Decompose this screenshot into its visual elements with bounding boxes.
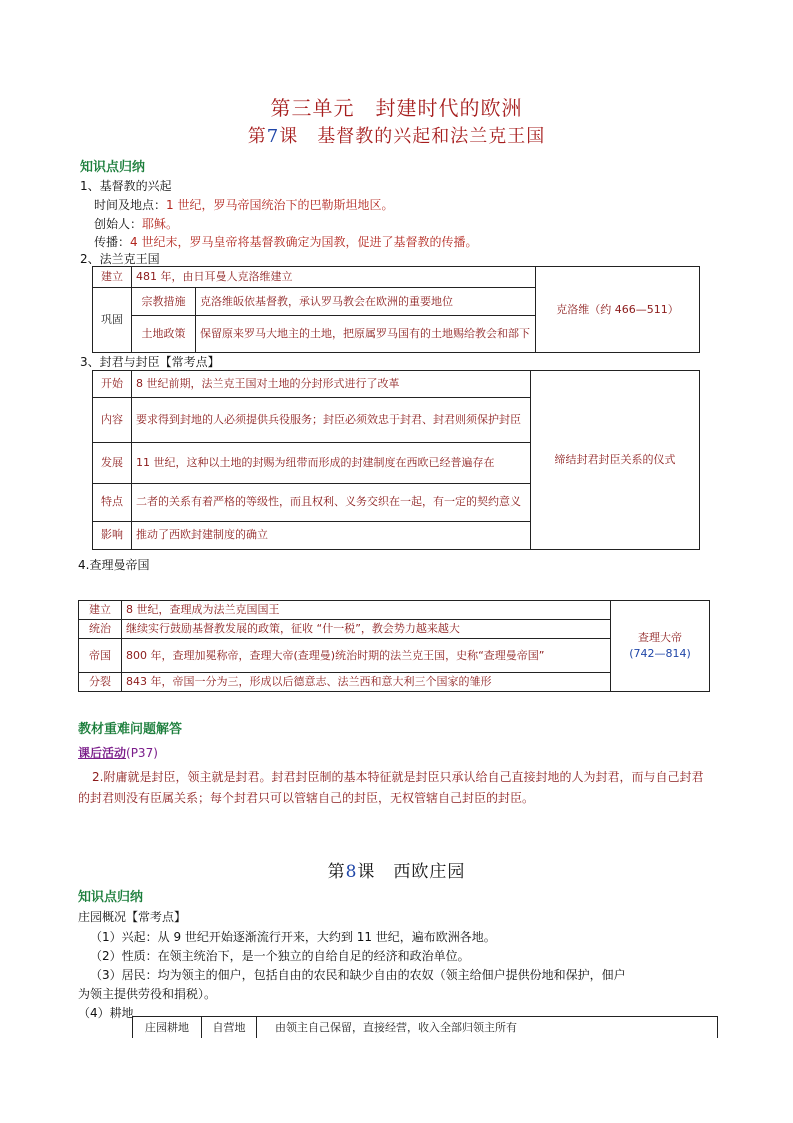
lesson-7-suffix: 课 基督教的兴起和法兰克王国 xyxy=(279,126,546,147)
ce-key-split: 分裂 xyxy=(79,673,122,692)
frankish-key-establish: 建立 xyxy=(93,267,132,288)
lv-value-features: 二者的关系有着严格的等级性，而且权利、义务交织在一起，有一定的契约意义 xyxy=(132,483,531,521)
ce-key-establish: 建立 xyxy=(79,601,122,620)
manor-heading: 庄园概况【常考点】 xyxy=(78,910,187,924)
farmland-c1: 庄园耕地 xyxy=(133,1017,202,1039)
frankish-sub-land: 土地政策 xyxy=(132,316,196,353)
lv-key-impact: 影响 xyxy=(93,521,132,549)
s1-time xyxy=(94,196,393,213)
ce-key-empire: 帝国 xyxy=(79,639,122,673)
unit-title: 第三单元 封建时代的欧洲 xyxy=(270,96,523,120)
lesson-8-title xyxy=(0,857,793,882)
s1-founder-value: 耶稣。 xyxy=(142,217,179,231)
s1-time-label: 时间及地点： xyxy=(94,198,167,212)
frankish-key-consolidate: 巩固 xyxy=(93,288,132,353)
lv-key-features: 特点 xyxy=(93,483,132,521)
s1-spread-label: 传播： xyxy=(94,235,131,249)
manor-item-3a: （3）居民：均为领主的佃户，包括自由的农民和缺少自由的农奴（领主给佃户提供份地和保护，佃户 xyxy=(90,968,626,982)
after-activity-label: 课后活动 xyxy=(78,746,127,760)
knowledge-heading: 知识点归纳 xyxy=(80,160,146,175)
farmland-c3: 由领主自己保留，直接经营，收入全部归领主所有 xyxy=(257,1017,718,1039)
lesson-7-prefix: 第 xyxy=(247,126,267,147)
farmland-table xyxy=(132,1016,718,1038)
lv-value-impact: 推动了西欧封建制度的确立 xyxy=(132,521,531,549)
lesson-7-number: 7 xyxy=(266,126,280,147)
carolingian-table xyxy=(78,600,710,692)
lord-vassal-table xyxy=(92,370,700,550)
ce-key-rule: 统治 xyxy=(79,620,122,639)
frankish-table xyxy=(92,266,700,353)
answer-paragraph: 2.附庸就是封臣，领主就是封君。封君封臣制的基本特征就是封臣只承认给自己直接封地的人为封君，而与自己封君的封君则没有臣属关系；每个封君只可以管辖自己的封臣，无权管辖自己封臣的封臣。 xyxy=(78,770,704,805)
manor-item-2: （2）性质：在领主统治下，是一个独立的自给自足的经济和政治单位。 xyxy=(90,949,470,963)
lesson-7-title xyxy=(0,122,793,148)
ce-side-name: 查理大帝 xyxy=(638,631,682,644)
manor-item-3b: 为领主提供劳役和捐税）。 xyxy=(78,987,217,1001)
ce-value-empire: 800 年，查理加冕称帝，查理大帝(查理曼)统治时期的法兰克王国，史称“查理曼帝国” xyxy=(122,639,611,673)
lv-value-development: 11 世纪，这种以土地的封赐为纽带而形成的封建制度在西欧已经普遍存在 xyxy=(132,443,531,483)
lesson-8-prefix: 第 xyxy=(327,862,346,882)
ce-value-rule: 继续实行鼓励基督教发展的政策，征收 “什一税”，教会势力越来越大 xyxy=(122,620,611,639)
lv-key-content: 内容 xyxy=(93,398,132,443)
s1-spread-value: 4 世纪末，罗马皇帝将基督教确定为国教，促进了基督教的传播。 xyxy=(130,235,478,249)
lv-key-development: 发展 xyxy=(93,443,132,483)
after-activity-page: (P37) xyxy=(126,746,158,760)
lesson-8-number: 8 xyxy=(345,862,358,882)
lesson-8-suffix: 课 西欧庄园 xyxy=(357,862,466,882)
s3-heading: 3、封君与封臣【常考点】 xyxy=(80,355,220,369)
manor-item-4: （4）耕地 xyxy=(78,1006,134,1020)
knowledge-heading-2: 知识点归纳 xyxy=(78,890,144,905)
after-activity xyxy=(78,744,158,761)
lv-key-start: 开始 xyxy=(93,371,132,398)
s1-founder xyxy=(94,215,178,232)
manor-item-1: （1）兴起：从 9 世纪开始逐渐流行开来，大约到 11 世纪，遍布欧洲各地。 xyxy=(90,930,496,944)
s1-time-value: 1 世纪，罗马帝国统治下的巴勒斯坦地区。 xyxy=(166,198,394,212)
ce-side-years: (742—814) xyxy=(629,647,691,660)
answers-heading: 教材重难问题解答 xyxy=(78,722,183,737)
frankish-value-religion: 克洛维皈依基督教，承认罗马教会在欧洲的重要地位 xyxy=(196,288,536,316)
frankish-value-establish: 481 年，由日耳曼人克洛维建立 xyxy=(132,267,536,288)
s2-heading: 2、法兰克王国 xyxy=(80,252,160,266)
ce-value-establish: 8 世纪，查理成为法兰克国国王 xyxy=(122,601,611,620)
s1-founder-label: 创始人： xyxy=(94,217,143,231)
lv-side-note: 缔结封君封臣关系的仪式 xyxy=(531,371,700,550)
s1-spread xyxy=(94,233,477,250)
lv-value-start: 8 世纪前期，法兰克王国对土地的分封形式进行了改革 xyxy=(132,371,531,398)
lv-value-content: 要求得到封地的人必须提供兵役服务；封臣必须效忠于封君、封君则须保护封臣 xyxy=(132,398,531,443)
s1-heading: 1、基督教的兴起 xyxy=(80,179,172,193)
frankish-side-note: 克洛维（约 466—511） xyxy=(536,267,700,353)
frankish-value-land: 保留原来罗马大地主的土地，把原属罗马国有的土地赐给教会和部下 xyxy=(196,316,536,353)
s4-heading: 4.查理曼帝国 xyxy=(78,558,150,572)
frankish-sub-religion: 宗教措施 xyxy=(132,288,196,316)
farmland-c2: 自营地 xyxy=(202,1017,257,1039)
ce-side xyxy=(611,601,710,692)
ce-value-split: 843 年，帝国一分为三，形成以后德意志、法兰西和意大利三个国家的雏形 xyxy=(122,673,611,692)
